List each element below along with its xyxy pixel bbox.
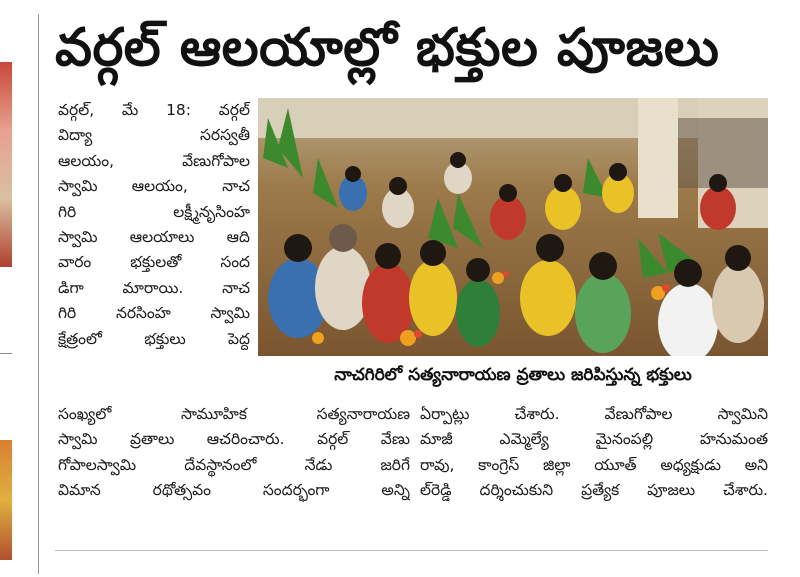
text-line: సంఖ్యలో సామూహిక సత్యనారాయణ xyxy=(58,405,410,423)
text-line: డిగా మారాయి. నాచ xyxy=(58,278,250,297)
article-column-1 xyxy=(58,98,250,352)
headline: వర్గల్ ఆలయాల్లో భక్తుల పూజలు xyxy=(55,18,720,78)
devotees-photo-illustration xyxy=(258,98,768,356)
text-line: స్వామి ఆలయం, నాచ xyxy=(58,177,250,196)
text-line: గిరి లక్ష్మీనృసింహ xyxy=(58,202,250,221)
text-line: ఏర్పాట్లు చేశారు. వేణుగోపాల స్వామిని xyxy=(420,405,768,423)
text-line: విద్యా సరస్వతీ xyxy=(58,126,250,145)
article-column-3 xyxy=(420,402,768,504)
article-photo xyxy=(258,98,768,356)
text-line: స్వామి వ్రతాలు ఆచరించారు. వర్గల్ వేణు xyxy=(58,430,410,449)
text-line: ల్‌రెడ్డి దర్శించుకుని ప్రత్యేక పూజలు చేశారు. xyxy=(420,481,768,500)
text-line: మాజీ ఎమ్మెల్యే మైనంపల్లి హనుమంత xyxy=(420,430,768,449)
text-line: ఆలయం, వేణుగోపాల xyxy=(58,151,250,170)
column-divider xyxy=(38,14,39,574)
adjacent-photo-fragment xyxy=(0,62,12,267)
text-line: విమాన రథోత్సవం సందర్భంగా అన్ని xyxy=(58,481,410,500)
text-line: గిరి నరసింహ స్వామి xyxy=(58,304,250,323)
article-column-2 xyxy=(58,402,410,504)
text-line: వారం భక్తులతో సంద xyxy=(58,253,250,272)
text-line: వర్గల్, మే 18: వర్గల్ xyxy=(58,101,250,119)
photo-caption: నాచగిరిలో సత్యనారాయణ వ్రతాలు జరిపిస్తున్న భక్తులు xyxy=(334,365,692,385)
text-line: రావు, కాంగ్రెస్ జిల్లా యూత్ అధ్యక్షుడు అని xyxy=(420,455,768,474)
adjacent-rule xyxy=(0,353,12,354)
bottom-rule xyxy=(55,550,768,551)
adjacent-photo-fragment xyxy=(0,440,12,560)
text-line: క్షేత్రంలో భక్తులు పెద్ద xyxy=(58,329,250,348)
text-line: గోపాలస్వామి దేవస్థానంలో నేడు జరిగే xyxy=(58,455,410,474)
adjacent-column-strip xyxy=(0,0,14,577)
text-line: స్వామి ఆలయాలు ఆది xyxy=(58,228,250,247)
